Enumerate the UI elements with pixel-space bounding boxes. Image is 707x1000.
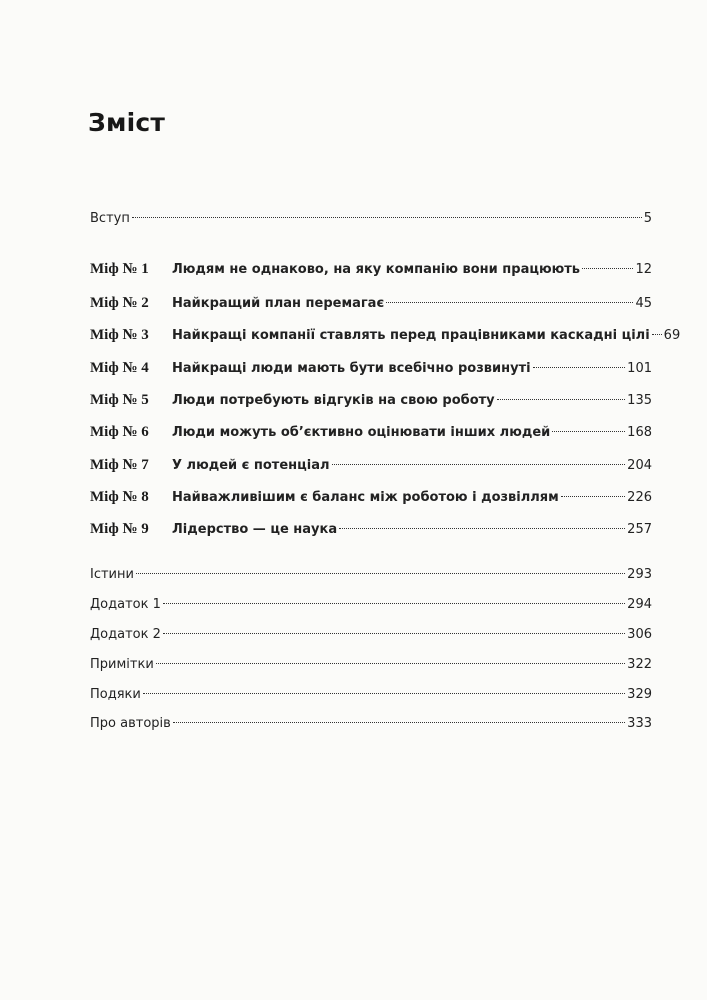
dot-leader <box>163 603 625 604</box>
myth-label: Міф № 1 <box>90 261 149 277</box>
toc-entry-myth-9[interactable] <box>90 518 652 540</box>
toc-entry-title: Лідерство — це наука <box>172 522 338 537</box>
dot-leader <box>552 431 625 432</box>
toc-entry-myth-6[interactable] <box>90 421 652 443</box>
toc-page-number: 306 <box>627 627 652 642</box>
toc-page-number: 257 <box>627 522 652 537</box>
toc-entry-appendix-1[interactable] <box>90 594 652 616</box>
toc-entry-title: Люди можуть об’єктивно оцінювати інших людей <box>172 425 551 440</box>
dot-leader <box>163 633 625 634</box>
toc-page-number: 168 <box>627 425 652 440</box>
dot-leader <box>497 399 626 400</box>
toc-entry-notes[interactable] <box>90 654 652 676</box>
myth-label: Міф № 2 <box>90 295 149 311</box>
toc-entry-about-authors[interactable] <box>90 713 652 735</box>
toc-page-number: 293 <box>627 567 652 582</box>
myth-label: Міф № 8 <box>90 489 149 505</box>
dot-leader <box>132 217 642 218</box>
toc-page-number: 294 <box>627 597 652 612</box>
toc-page-number: 226 <box>627 490 652 505</box>
myth-label: Міф № 6 <box>90 424 149 440</box>
toc-entry-title: Найважливішим є баланс між роботою і дозвіллям <box>172 490 559 505</box>
toc-page-number: 101 <box>627 361 652 376</box>
toc-page-number: 204 <box>627 458 652 473</box>
dot-leader <box>582 268 633 269</box>
toc-page-number: 135 <box>627 393 652 408</box>
dot-leader <box>561 496 625 497</box>
toc-page-number: 69 <box>663 328 681 343</box>
toc-page-number: 45 <box>635 296 652 311</box>
toc-entry-title: Істини <box>90 567 134 582</box>
toc-entry-myth-1[interactable] <box>90 258 652 280</box>
toc-entry-title: Вступ <box>90 211 130 226</box>
dot-leader <box>173 722 625 723</box>
toc-entry-myth-8[interactable] <box>90 486 652 508</box>
toc-entry-title: У людей є потенціал <box>172 458 330 473</box>
toc-entry-title: Найкращий план перемагає <box>172 296 385 311</box>
toc-page-number: 12 <box>635 262 652 277</box>
toc-entry-myth-4[interactable] <box>90 357 652 379</box>
myth-label: Міф № 5 <box>90 392 149 408</box>
dot-leader <box>136 573 625 574</box>
page-title: Зміст <box>88 108 166 137</box>
dot-leader <box>156 663 625 664</box>
myth-label: Міф № 7 <box>90 457 149 473</box>
toc-page-number: 329 <box>627 687 652 702</box>
toc-page-number: 333 <box>627 716 652 731</box>
myth-label: Міф № 3 <box>90 327 149 343</box>
toc-entry-truths[interactable] <box>90 564 652 586</box>
toc-entry-title: Людям не однаково, на яку компанію вони працюють <box>172 262 581 277</box>
toc-entry-title: Про авторів <box>90 716 171 731</box>
dot-leader <box>533 367 626 368</box>
toc-entry-title: Найкращі компанії ставлять перед працівниками каскадні цілі <box>172 328 650 343</box>
toc-page-number: 322 <box>627 657 652 672</box>
toc-entry-myth-7[interactable] <box>90 454 652 476</box>
toc-entry-myth-3[interactable] <box>90 324 681 346</box>
toc-entry-acknowledgements[interactable] <box>90 684 652 706</box>
toc-entry-title: Додаток 1 <box>90 597 161 612</box>
dot-leader <box>652 334 662 335</box>
toc-entry-appendix-2[interactable] <box>90 624 652 646</box>
toc-page-number: 5 <box>643 211 652 226</box>
dot-leader <box>143 693 625 694</box>
toc-entry-title: Додаток 2 <box>90 627 161 642</box>
dot-leader <box>332 464 626 465</box>
dot-leader <box>386 302 633 303</box>
toc-entry-myth-2[interactable] <box>90 292 652 314</box>
toc-entry-myth-5[interactable] <box>90 389 652 411</box>
myth-label: Міф № 4 <box>90 360 149 376</box>
toc-entry-intro[interactable] <box>90 208 652 230</box>
toc-entry-title: Люди потребують відгуків на свою роботу <box>172 393 495 408</box>
myth-label: Міф № 9 <box>90 521 149 537</box>
toc-entry-title: Найкращі люди мають бути всебічно розвинуті <box>172 361 531 376</box>
toc-entry-title: Примітки <box>90 657 154 672</box>
toc-entry-title: Подяки <box>90 687 141 702</box>
dot-leader <box>339 528 625 529</box>
